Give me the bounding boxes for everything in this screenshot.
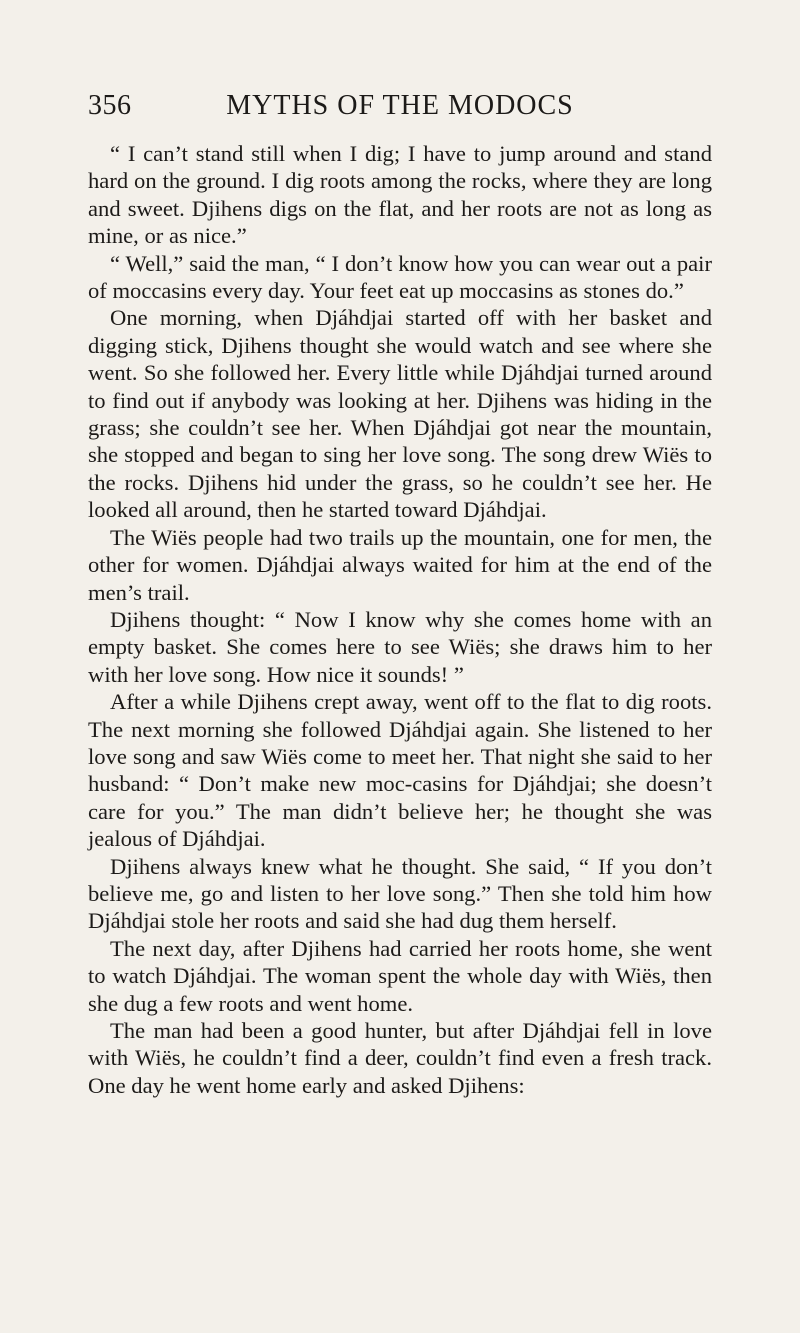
- paragraph: The Wiës people had two trails up the mountain, one for men, the other for women. Djáhdjai always waited for him at the end of the men’s trail.: [88, 524, 712, 605]
- paragraph: After a while Djihens crept away, went off to the flat to dig roots. The next morning she followed Djáhdjai again. She listened to her love song and saw Wiës come to meet her. That night she said to her husband: “ Don’t make new moc-casins for Djáhdjai; she doesn’t care for you.” The man didn’t believe her; he thought she was jealous of Djáhdjai.: [88, 689, 712, 852]
- paragraph: Djihens always knew what he thought. She said, “ If you don’t believe me, go and listen to her love song.” Then she told him how Djáhdjai stole her roots and said she had dug them herself.: [88, 853, 712, 934]
- page-number: 356: [88, 90, 132, 121]
- running-title: MYTHS OF THE MODOCS: [226, 90, 574, 121]
- paragraph: “ Well,” said the man, “ I don’t know how you can wear out a pair of moccasins every day. Your feet eat up moccasins as stones do.”: [88, 250, 712, 304]
- paragraph: “ I can’t stand still when I dig; I have to jump around and stand hard on the ground. I dig roots among the rocks, where they are long and sweet. Djihens digs on the flat, and her roots are not as long as mine, or as nice.”: [88, 141, 712, 249]
- paragraph: Djihens thought: “ Now I know why she comes home with an empty basket. She comes here to see Wiës; she draws him to her with her love song. How nice it sounds! ”: [88, 606, 712, 687]
- paragraph: One morning, when Djáhdjai started off with her basket and digging stick, Djihens thought she would watch and see where she went. So she followed her. Every little while Djáhdjai turned around to find out if anybody was looking at her. Djihens was hiding in the grass; she couldn’t see her. When Djáhdjai got near the mountain, she stopped and began to sing her love song. The song drew Wiës to the rocks. Djihens hid under the grass, so he couldn’t see her. He looked all around, then he started toward Djáhdjai.: [88, 305, 712, 523]
- paragraph: The next day, after Djihens had carried her roots home, she went to watch Djáhdjai. The woman spent the whole day with Wiës, then she dug a few roots and went home.: [88, 935, 712, 1016]
- paragraph: The man had been a good hunter, but after Djáhdjai fell in love with Wiës, he couldn’t find a deer, couldn’t find even a fresh track. One day he went home early and asked Djihens:: [88, 1018, 712, 1098]
- running-head: [88, 90, 712, 122]
- body-text: [88, 140, 712, 1099]
